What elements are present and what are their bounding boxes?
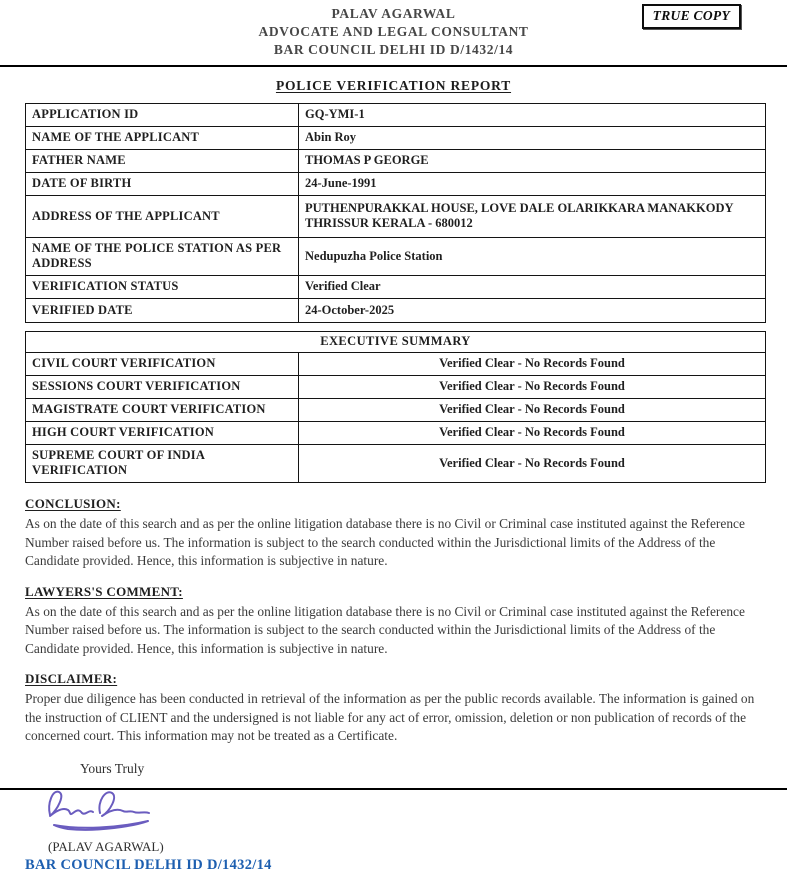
detail-row-verification-status xyxy=(26,276,766,299)
true-copy-label: TRUE COPY xyxy=(652,8,730,23)
detail-label: NAME OF THE APPLICANT xyxy=(26,127,299,150)
detail-label: VERIFICATION STATUS xyxy=(26,276,299,299)
detail-value: Verified Clear xyxy=(299,276,766,299)
disclaimer-heading: DISCLAIMER: xyxy=(25,671,118,686)
report-title: POLICE VERIFICATION REPORT xyxy=(275,78,512,93)
summary-value: Verified Clear - No Records Found xyxy=(299,399,766,422)
detail-row-date-of-birth xyxy=(26,173,766,196)
detail-label: DATE OF BIRTH xyxy=(26,173,299,196)
detail-label: APPLICATION ID xyxy=(26,104,299,127)
advocate-name: PALAV AGARWAL xyxy=(331,6,456,21)
summary-label: HIGH COURT VERIFICATION xyxy=(26,422,299,445)
closing-salutation: Yours Truly xyxy=(80,760,145,776)
summary-label: CIVIL COURT VERIFICATION xyxy=(26,353,299,376)
detail-row-verified-date xyxy=(26,299,766,323)
detail-label: NAME OF THE POLICE STATION AS PER ADDRESS xyxy=(26,238,299,276)
signature xyxy=(40,783,787,835)
bar-council-id-header: BAR COUNCIL DELHI ID D/1432/14 xyxy=(273,42,514,57)
summary-row-supreme-court xyxy=(26,445,766,483)
detail-label: ADDRESS OF THE APPLICANT xyxy=(26,196,299,238)
detail-value: 24-October-2025 xyxy=(299,299,766,323)
detail-label: FATHER NAME xyxy=(26,150,299,173)
signature-ink-icon xyxy=(40,783,160,835)
detail-row-applicant-name xyxy=(26,127,766,150)
detail-value: THOMAS P GEORGE xyxy=(299,150,766,173)
detail-row-address xyxy=(26,196,766,238)
summary-label: SUPREME COURT OF INDIA VERIFICATION xyxy=(26,445,299,483)
lawyers-comment-body: As on the date of this search and as per the online litigation database there is no Civil or Criminal case instituted against the Reference Number raised before us. The information is subject to the search conducted within the Jurisdictional limits of the Address of the Candidate provided. Hence, this information is subjective in nature. xyxy=(25,603,745,656)
footer-divider xyxy=(0,788,787,790)
header-divider xyxy=(0,65,787,67)
summary-value: Verified Clear - No Records Found xyxy=(299,422,766,445)
detail-row-father-name xyxy=(26,150,766,173)
detail-value: Nedupuzha Police Station xyxy=(299,238,766,276)
detail-row-police-station xyxy=(26,238,766,276)
summary-row-high-court xyxy=(26,422,766,445)
summary-value: Verified Clear - No Records Found xyxy=(299,353,766,376)
lawyers-comment-section xyxy=(25,583,762,659)
lawyers-comment-heading: LAWYERS'S COMMENT: xyxy=(25,583,183,599)
summary-label: SESSIONS COURT VERIFICATION xyxy=(26,376,299,399)
signatory-bar-id: BAR COUNCIL DELHI ID D/1432/14 xyxy=(25,856,272,873)
signatory-name: (PALAV AGARWAL) xyxy=(48,838,164,854)
conclusion-heading: CONCLUSION: xyxy=(25,496,121,511)
disclaimer-section xyxy=(25,670,762,746)
disclaimer-body: Proper due diligence has been conducted in retrieval of the information as per the public records available. The information is gained on the instruction of CLIENT and the undersigned is not liable for any act of error, omission, deletion or non publication of records of the concerned court. This information may not be treated as a Certificate. xyxy=(25,691,755,743)
summary-value: Verified Clear - No Records Found xyxy=(299,445,766,483)
detail-value: Abin Roy xyxy=(299,127,766,150)
detail-value: GQ-YMI-1 xyxy=(299,104,766,127)
detail-label: VERIFIED DATE xyxy=(26,299,299,323)
executive-summary-table xyxy=(25,331,766,483)
summary-label: MAGISTRATE COURT VERIFICATION xyxy=(26,399,299,422)
true-copy-stamp xyxy=(642,4,741,29)
executive-summary-header-row xyxy=(26,332,766,353)
detail-value: PUTHENPURAKKAL HOUSE, LOVE DALE OLARIKKARA MANAKKODY THRISSUR KERALA - 680012 xyxy=(299,196,766,238)
executive-summary-title: EXECUTIVE SUMMARY xyxy=(26,332,766,353)
summary-row-magistrate-court xyxy=(26,399,766,422)
advocate-designation: ADVOCATE AND LEGAL CONSULTANT xyxy=(258,24,529,39)
conclusion-body: As on the date of this search and as per the online litigation database there is no Civil or Criminal case instituted against the Reference Number raised before us. The information is subject to the search conducted within the Jurisdictional limits of the Address of the Candidate provided. Hence, this information is subjective in nature. xyxy=(25,516,745,568)
detail-value: 24-June-1991 xyxy=(299,173,766,196)
summary-row-sessions-court xyxy=(26,376,766,399)
summary-row-civil-court xyxy=(26,353,766,376)
summary-value: Verified Clear - No Records Found xyxy=(299,376,766,399)
detail-row-application-id xyxy=(26,104,766,127)
applicant-details-table xyxy=(25,103,766,323)
conclusion-section xyxy=(25,495,762,571)
